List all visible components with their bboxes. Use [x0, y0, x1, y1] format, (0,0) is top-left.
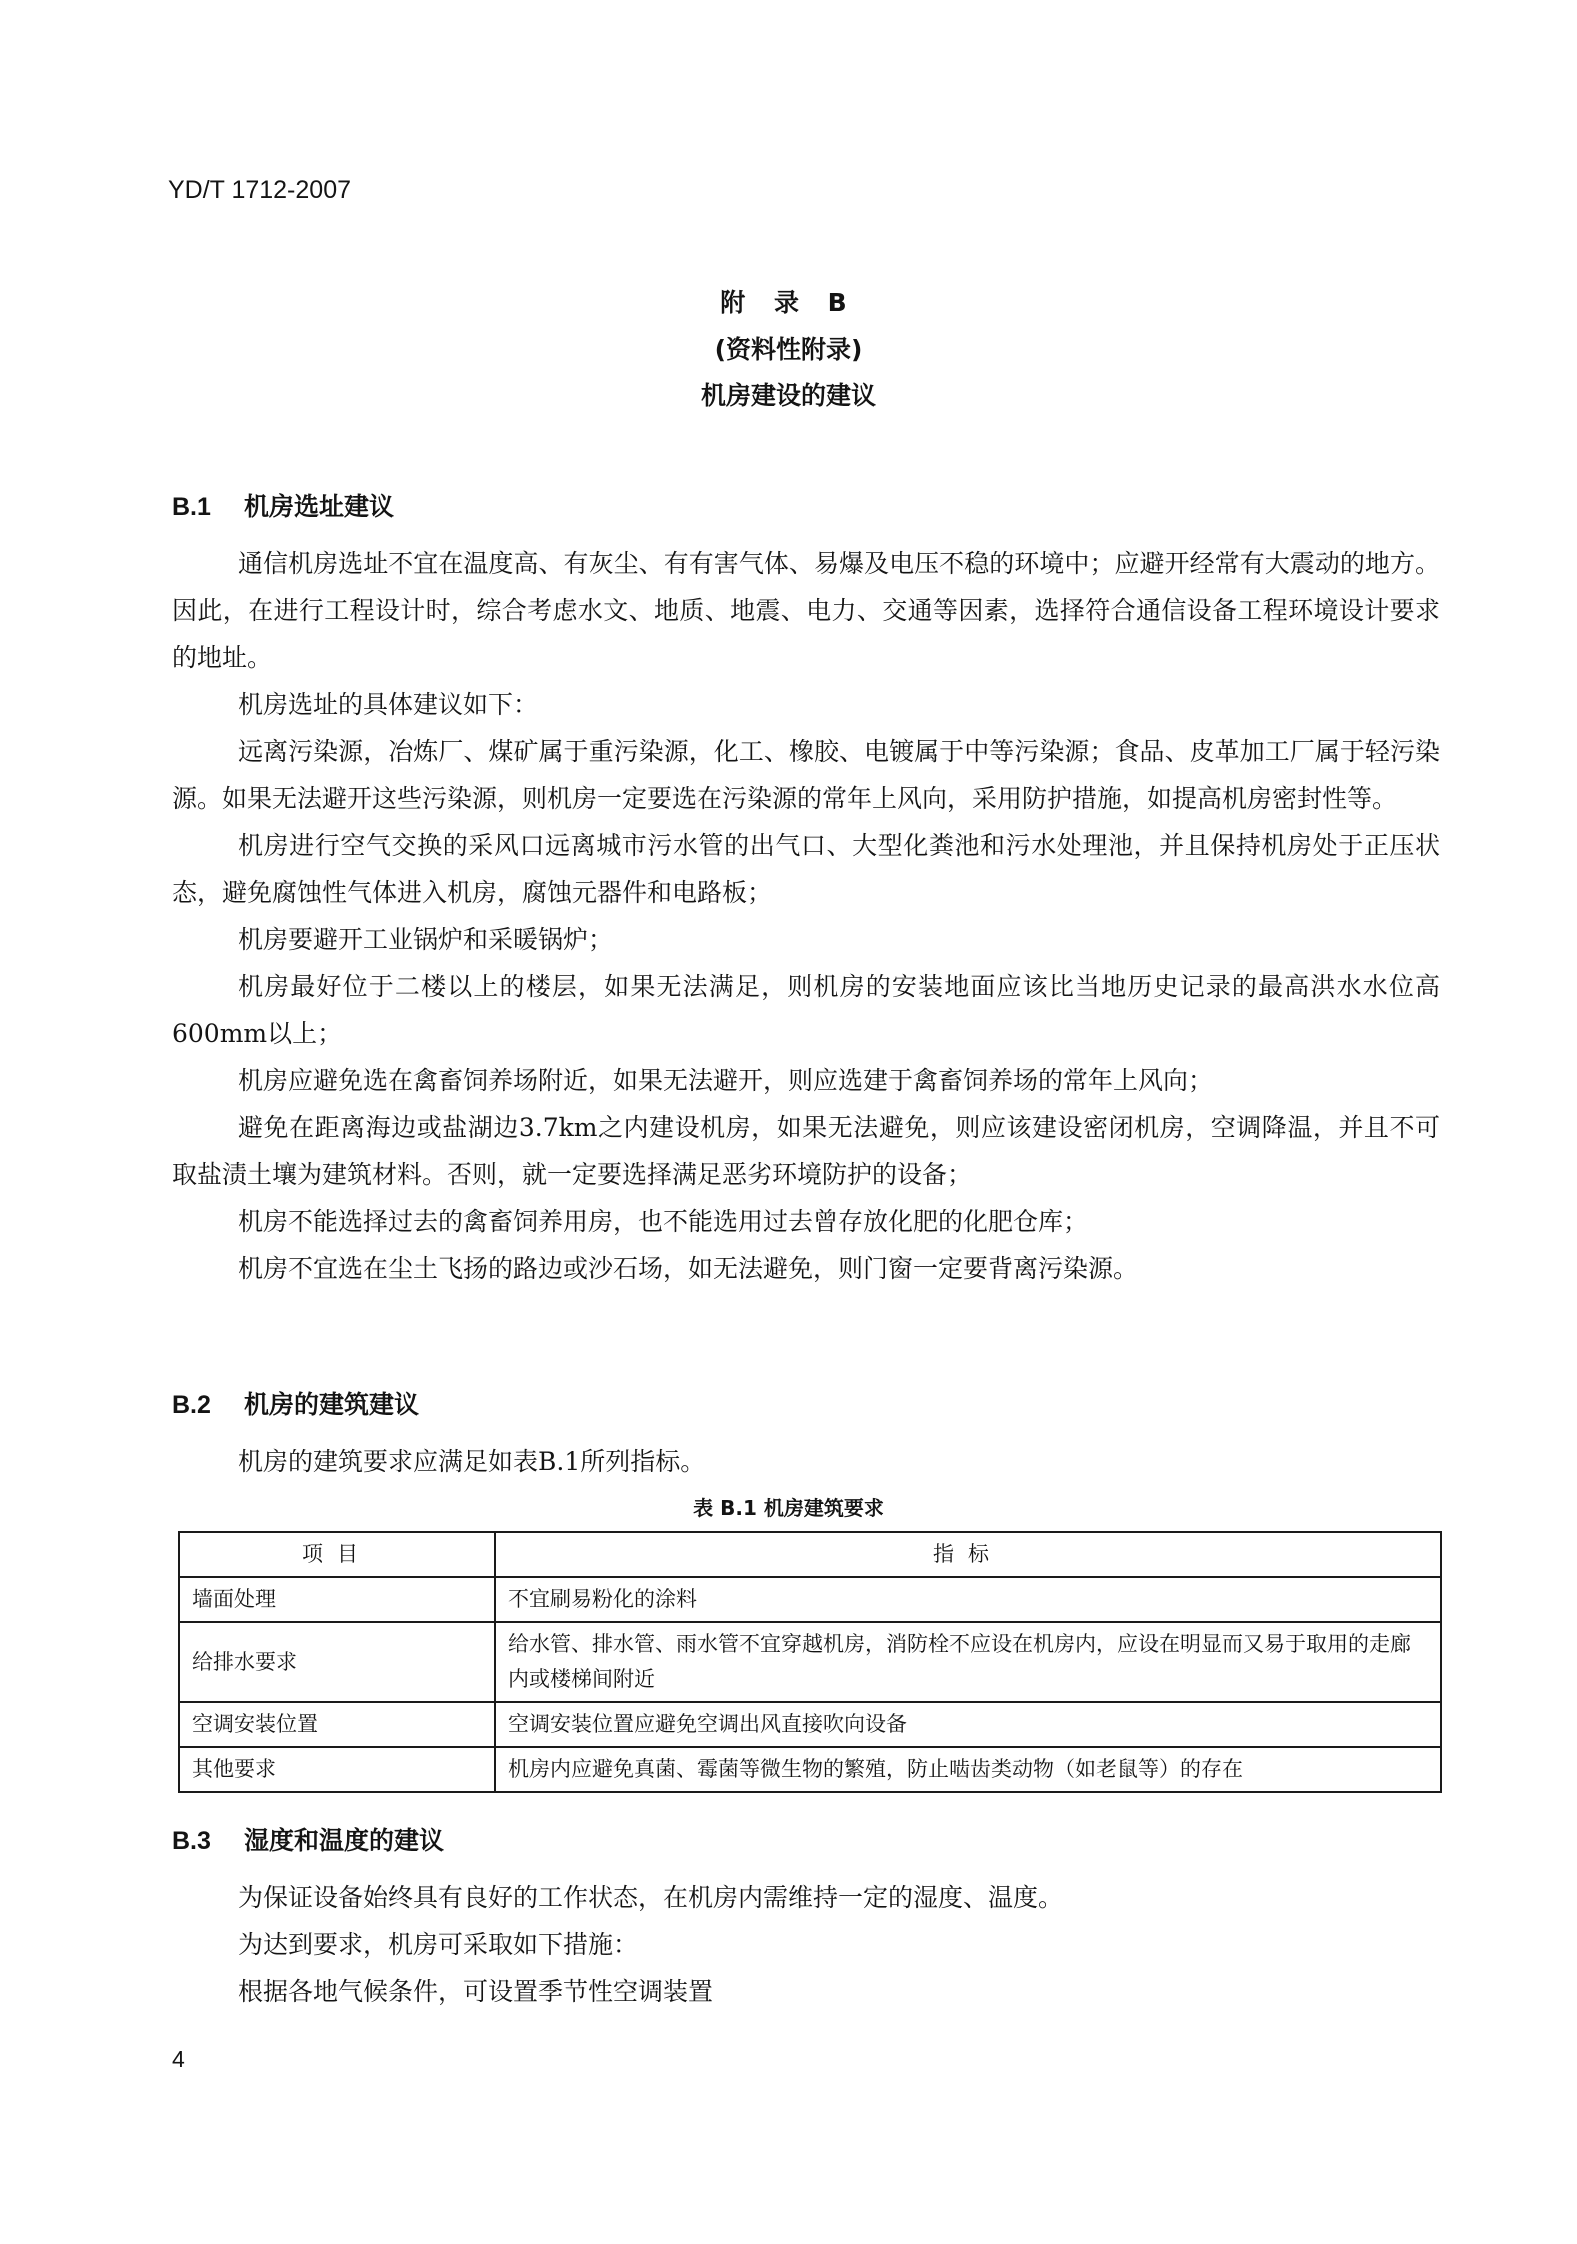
table-cell: 给排水要求: [179, 1622, 495, 1702]
building-requirements-table: [178, 1531, 1442, 1793]
paragraph: 机房不能选择过去的禽畜饲养用房，也不能选用过去曾存放化肥的化肥仓库；: [238, 1207, 1089, 1236]
paragraph: 通信机房选址不宜在温度高、有灰尘、有有害气体、易爆及电压不稳的环境中；应避开经常有大震动的地方。因此，在进行工程设计时，综合考虑水文、地质、地震、电力、交通等因素，选择符合通信设备工程环境设计要求的地址。: [172, 549, 1440, 672]
table-caption: 表 B.1 机房建筑要求: [693, 1496, 884, 1520]
page-number: 4: [172, 2046, 185, 2072]
table-row: [179, 1622, 1441, 1702]
table-header-cell: 指标: [495, 1532, 1441, 1577]
table-cell: 给水管、排水管、雨水管不宜穿越机房，消防栓不应设在机房内，应设在明显而又易于取用的走廊内或楼梯间附近: [495, 1622, 1441, 1702]
table-cell: 不宜刷易粉化的涂料: [495, 1577, 1441, 1622]
section-title: 湿度和温度的建议: [244, 1826, 445, 1855]
paragraph: 机房最好位于二楼以上的楼层，如果无法满足，则机房的安装地面应该比当地历史记录的最高洪水水位高600mm以上；: [172, 972, 1440, 1048]
paragraph: 机房应避免选在禽畜饲养场附近，如果无法避开，则应选建于禽畜饲养场的常年上风向；: [238, 1066, 1214, 1095]
table-row: [179, 1702, 1441, 1747]
table-header-row: [179, 1532, 1441, 1577]
paragraph: 远离污染源，冶炼厂、煤矿属于重污染源，化工、橡胶、电镀属于中等污染源；食品、皮革加工厂属于轻污染源。如果无法避开这些污染源，则机房一定要选在污染源的常年上风向，采用防护措施，如提高机房密封性等。: [172, 737, 1440, 813]
section-title: 机房选址建议: [244, 492, 395, 521]
appendix-name: 机房建设的建议: [700, 381, 876, 410]
paragraph: 机房要避开工业锅炉和采暖锅炉；: [238, 925, 614, 954]
table-cell: 空调安装位置应避免空调出风直接吹向设备: [495, 1702, 1441, 1747]
paragraph: 机房进行空气交换的采风口远离城市污水管的出气口、大型化粪池和污水处理池，并且保持机房处于正压状态，避免腐蚀性气体进入机房，腐蚀元器件和电路板；: [172, 831, 1440, 907]
table-cell: 机房内应避免真菌、霉菌等微生物的繁殖，防止啮齿类动物（如老鼠等）的存在: [495, 1747, 1441, 1792]
paragraph: 根据各地气候条件，可设置季节性空调装置: [238, 1977, 714, 2006]
section-b1-body: [172, 540, 1440, 1292]
section-number: B.2: [172, 1391, 211, 1419]
paragraph: 为保证设备始终具有良好的工作状态，在机房内需维持一定的湿度、温度。: [238, 1883, 1064, 1912]
paragraph: 避免在距离海边或盐湖边3.7km之内建设机房，如果无法避免，则应该建设密闭机房，空调降温，并且不可取盐渍土壤为建筑材料。否则，就一定要选择满足恶劣环境防护的设备；: [172, 1113, 1440, 1189]
paragraph: 机房的建筑要求应满足如表B.1所列指标。: [238, 1447, 706, 1476]
section-b2-body: [172, 1438, 1440, 1485]
paragraph: 机房不宜选在尘土飞扬的路边或沙石场，如无法避免，则门窗一定要背离污染源。: [238, 1254, 1139, 1283]
table-cell: 其他要求: [179, 1747, 495, 1792]
section-b3-body: [172, 1874, 1440, 2015]
section-b3-heading: [172, 1821, 444, 1857]
appendix-type: (资料性附录): [714, 335, 863, 364]
section-title: 机房的建筑建议: [244, 1390, 420, 1419]
table-row: [179, 1747, 1441, 1792]
table-row: [179, 1577, 1441, 1622]
paragraph: 为达到要求，机房可采取如下措施：: [238, 1930, 639, 1959]
table-cell: 墙面处理: [179, 1577, 495, 1622]
table-header-cell: 项目: [179, 1532, 495, 1577]
paragraph: 机房选址的具体建议如下：: [238, 690, 539, 719]
section-b2-heading: [172, 1385, 419, 1421]
section-b1-heading: [172, 487, 394, 523]
section-number: B.1: [172, 493, 211, 521]
appendix-title: 附 录 B: [720, 288, 857, 317]
section-number: B.3: [172, 1827, 211, 1855]
document-id: YD/T 1712-2007: [168, 176, 351, 204]
table-cell: 空调安装位置: [179, 1702, 495, 1747]
